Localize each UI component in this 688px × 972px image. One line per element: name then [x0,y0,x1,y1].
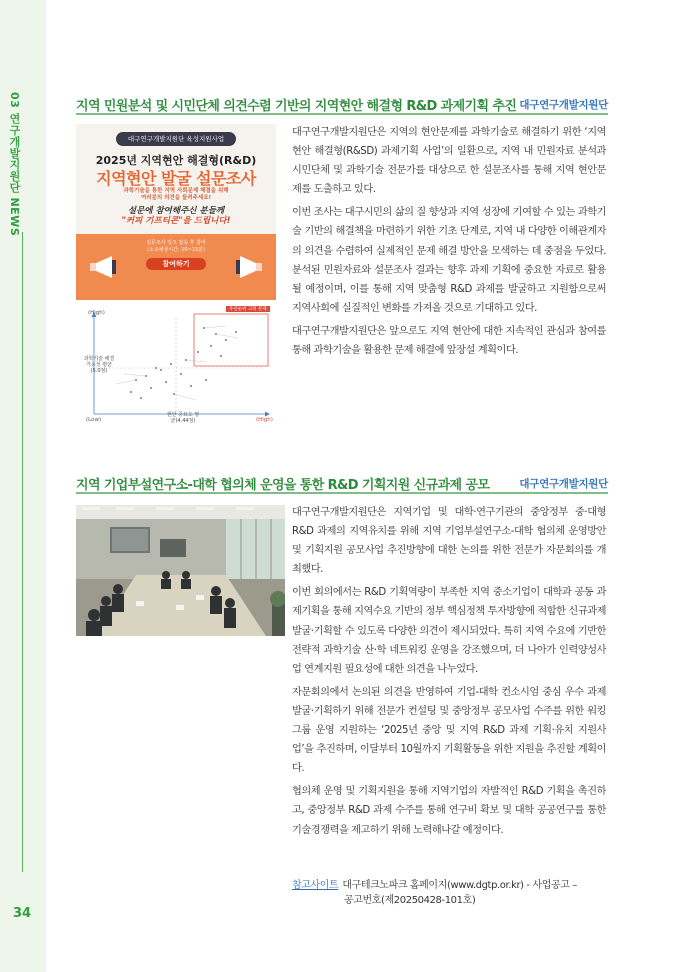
poster-banner [76,206,276,226]
reference-block [292,878,608,906]
poster-info-line2: (소요예상시간: 10~15분) [147,247,205,253]
article1-body [292,123,606,364]
article1-org: 대구연구개발지원단 [519,99,608,111]
article2-paragraph: 이번 회의에서는 R&D 기획역량이 부족한 지역 중소기업이 대학과 공동 과제기획을 통해 지역수요 기반의 정부 핵심정책 투자방향에 적합한 신규과제 발굴·기획할 수 있도록 다양한 의견이 제시되었다. 특히 지역 수요에 기반한 전략적 과학기술 산·학 네트워킹 운영을 강조했으며, 더 나아가 인력양성사업 연계지원 필요성에 대한 의견을 나누었다. [292,587,606,675]
article2-paragraph: 협의체 운영 및 기획지원을 통해 지역기업의 자발적인 R&D 기획을 촉진하고, 중앙정부 R&D 과제 수주를 통해 연구비 확보 및 대학 공공연구를 통한 기술경쟁력을 제고하기 위해 노력해나갈 예정이다. [292,786,606,836]
article2-title: 지역 기업부설연구소-대학 협의체 운영을 통한 R&D 기획지원 신규과제 공모 [76,478,490,493]
survey-poster-image [76,124,276,300]
poster-title-line2: 지역현안 발굴 설문조사 [96,169,256,188]
poster-subtitle [76,188,276,202]
article2-paragraph: 자문회의에서 논의된 의견을 반영하여 기업-대학 컨소시엄 중심 우수 과제 발굴·기획하기 위해 전문가 컨설팅 및 중앙정부 공모사업 수주를 위한 워킹그룹 운영 지원하는 ‘2025년 중앙 및 지역 R&D 과제 기획·유치 지원사업’을 추진하며, 이달부터 10월까지 기획활동을 위한 지원을 추진할 계획이다. [292,686,606,775]
article2-body [292,503,606,844]
reference-line2: 공고번호(제20250428-101호) [344,895,476,906]
megaphone-right-icon [228,254,262,280]
reference-line1: 대구테크노파크 홈페이지(www.dgtp.or.kr) - 사업공고 – [342,880,577,891]
poster-info-line1: 설문조사 링크 접속 후 참여 [146,240,206,246]
article1-paragraph: 대구연구개발지원단은 지역의 현안문제를 과학기술로 해결하기 위한 ‘지역현안 해결형(R&SD) 과제기획 사업’의 일환으로, 지역 내 민원자료 분석과 시민단체 및 과학기술 전문가를 대상으로 한 설문조사를 통해 지역 현안문제를 도출하고 있다. [292,127,606,196]
article1-header [76,93,608,115]
y-axis-high-label: (High) [88,310,105,316]
poster-banner-line1: 설문에 참여해주신 분들께 [127,206,225,216]
priority-matrix-chart [76,304,276,428]
poster-sub-line2: 여러분의 의견을 들려주세요! [140,195,212,201]
x-axis-name: 현안 중요도 평균(4.44점) [166,412,200,424]
priority-tag: 우선순위 고려 문제 [226,306,270,312]
poster-participate-button: 참여하기 [146,258,206,270]
megaphone-left-icon [90,254,124,280]
page-number: 34 [13,906,32,921]
poster-title-line1: 2025년 지역현안 해결형(R&D) [95,154,257,167]
article1-title: 지역 민원분석 및 시민단체 의견수렴 기반의 지역현안 해결형 R&D 과제기획 추진 [76,99,517,114]
meeting-room-image [76,505,285,636]
meeting-photo [76,505,285,636]
sidebar-divider [22,232,23,872]
axis-low-label: (Low) [86,417,102,423]
section-label: 03 연구개발지원단 NEWS [8,92,21,237]
poster-sub-line1: 과학기술을 통한 지역 사회문제 해결을 위해 [123,188,229,194]
sidebar [0,0,46,972]
article1-paragraph: 대구연구개발지원단은 앞으로도 지역 현안에 대한 지속적인 관심과 참여를 통해 과학기술을 활용한 문제 해결에 앞장설 계획이다. [292,325,606,357]
reference-link[interactable]: 참고사이트 [292,880,339,891]
poster-pill: 대구연구개발지원단 육성지원사업 [116,132,236,146]
poster-banner-line2: "커피 기프티콘"을 드립니다! [121,216,231,226]
y-axis-name: 과학기술 해결가능성 평균(5.0점) [83,356,115,374]
article2-org: 대구연구개발지원단 [519,478,608,490]
article2-paragraph: 대구연구개발지원단은 지역기업 및 대학·연구기관의 중앙정부 중·대형 R&D 과제의 지역유치를 위해 지역 기업부설연구소-대학 협의체 운영방안 및 기획지원 공모사업 추진방향에 대한 논의를 위한 전문가 자문회의를 개최했다. [292,507,606,576]
x-axis-high-label: (High) [256,417,273,423]
article2-header [76,472,608,494]
poster-info [126,240,226,254]
article1-paragraph: 이번 조사는 대구시민의 삶의 질 향상과 지역 성장에 기여할 수 있는 과학기술 기반의 해결책을 마련하기 위한 기초 단계로, 지역 내 다양한 이해관계자의 의견을 수렴하여 실제적인 문제 해결 방안을 모색하는 데 중점을 두었다. 분석된 민원자료와 설문조사 결과는 향후 과제 기획에 중요한 자료로 활용될 예정이며, 이를 통해 지역 맞춤형 R&D 과제를 발굴하고 지원함으로써 지역사회에 실질적인 변화를 가져올 것으로 기대하고 있다. [292,207,606,314]
